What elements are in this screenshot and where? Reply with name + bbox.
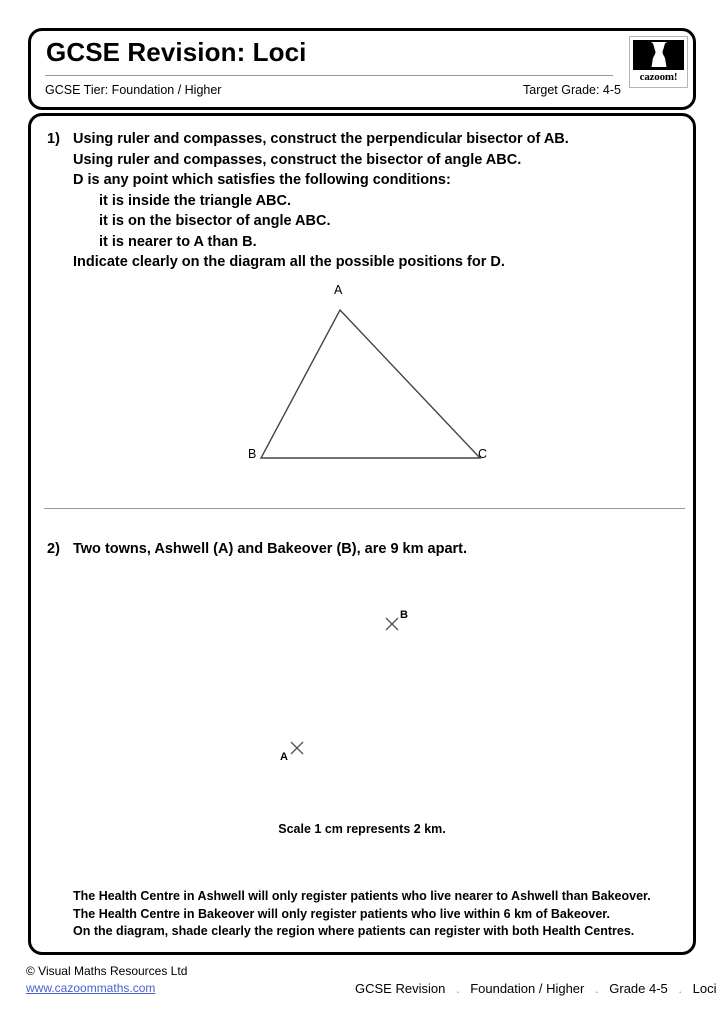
- triangle-vertex-label-b: B: [248, 447, 257, 461]
- question-1-text: Using ruler and compasses, construct the perpendicular bisector of AB.: [73, 131, 569, 147]
- map-scale-text: Scale 1 cm represents 2 km.: [278, 822, 446, 836]
- tier-label: GCSE Tier: Foundation / Higher: [45, 83, 222, 97]
- map-marker-ashwell: [280, 740, 305, 763]
- breadcrumb-item-course: GCSE Revision: [355, 981, 446, 996]
- statement-line: The Health Centre in Bakeover will only register patients who live within 6 km of Bakeover.: [73, 906, 610, 921]
- footer-copyright: © Visual Maths Resources Ltd: [26, 964, 188, 978]
- triangle-diagram: [31, 276, 693, 476]
- question-1-text: it is nearer to A than B.: [99, 233, 257, 250]
- question-1-condition: [47, 232, 667, 253]
- question-1-line: [47, 150, 667, 171]
- question-1-text: Indicate clearly on the diagram all the possible positions for D.: [73, 254, 505, 270]
- breadcrumb-item-grade: Grade 4-5: [609, 981, 668, 996]
- question-2-statements: [73, 888, 651, 941]
- cross-icon: [384, 616, 400, 632]
- footer-copyright-block: [26, 963, 187, 997]
- breadcrumb-separator: .: [595, 981, 599, 996]
- breadcrumb-separator: .: [678, 981, 683, 996]
- statement-line: The Health Centre in Ashwell will only register patients who live nearer to Ashwell than Bakeover.: [73, 889, 651, 903]
- question-2-text: Two towns, Ashwell (A) and Bakeover (B), are 9 km apart.: [73, 541, 468, 557]
- question-1-number: 1): [47, 131, 60, 147]
- question-1-text: it is inside the triangle ABC.: [99, 192, 292, 209]
- worksheet-body: [28, 113, 696, 955]
- question-1-text: D is any point which satisfies the following conditions:: [73, 172, 451, 188]
- question-1-text: Using ruler and compasses, construct the bisector of angle ABC.: [73, 151, 522, 168]
- question-1: [47, 129, 667, 273]
- question-1-line: [47, 129, 667, 150]
- cazoom-goblet-icon: [633, 40, 684, 70]
- question-2-number: 2): [47, 541, 60, 557]
- page-title: GCSE Revision: Loci: [46, 37, 307, 67]
- triangle-vertex-label-a: A: [334, 283, 343, 297]
- question-2: [47, 539, 467, 559]
- header-divider: [45, 75, 613, 76]
- loci-map-area: [31, 586, 693, 836]
- footer-breadcrumb: [355, 981, 717, 996]
- question-1-condition: [47, 191, 667, 212]
- map-marker-bakeover: [384, 609, 408, 632]
- question-1-line: [47, 170, 667, 191]
- map-marker-label-b: B: [400, 609, 408, 621]
- triangle-vertex-label-c: C: [478, 447, 488, 461]
- breadcrumb-item-tier: Foundation / Higher: [470, 981, 585, 996]
- cross-icon: [289, 740, 305, 756]
- question-1-condition: [47, 211, 667, 232]
- map-marker-label-a: A: [280, 751, 288, 763]
- breadcrumb-separator: .: [455, 981, 460, 996]
- cazoom-logo: [629, 36, 688, 88]
- question-1-text: it is on the bisector of angle ABC.: [99, 213, 331, 229]
- statement-line: On the diagram, shade clearly the region where patients can register with both Health Centres.: [73, 924, 635, 938]
- breadcrumb-item-topic: Loci: [692, 981, 717, 996]
- worksheet-header: [28, 28, 696, 110]
- question-divider: [44, 508, 685, 509]
- target-grade-label: Target Grade: 4-5: [523, 83, 621, 97]
- question-1-line: [47, 252, 667, 273]
- footer-website-link[interactable]: www.cazoommaths.com: [26, 981, 156, 995]
- cazoom-wordmark: cazoom!: [639, 71, 678, 83]
